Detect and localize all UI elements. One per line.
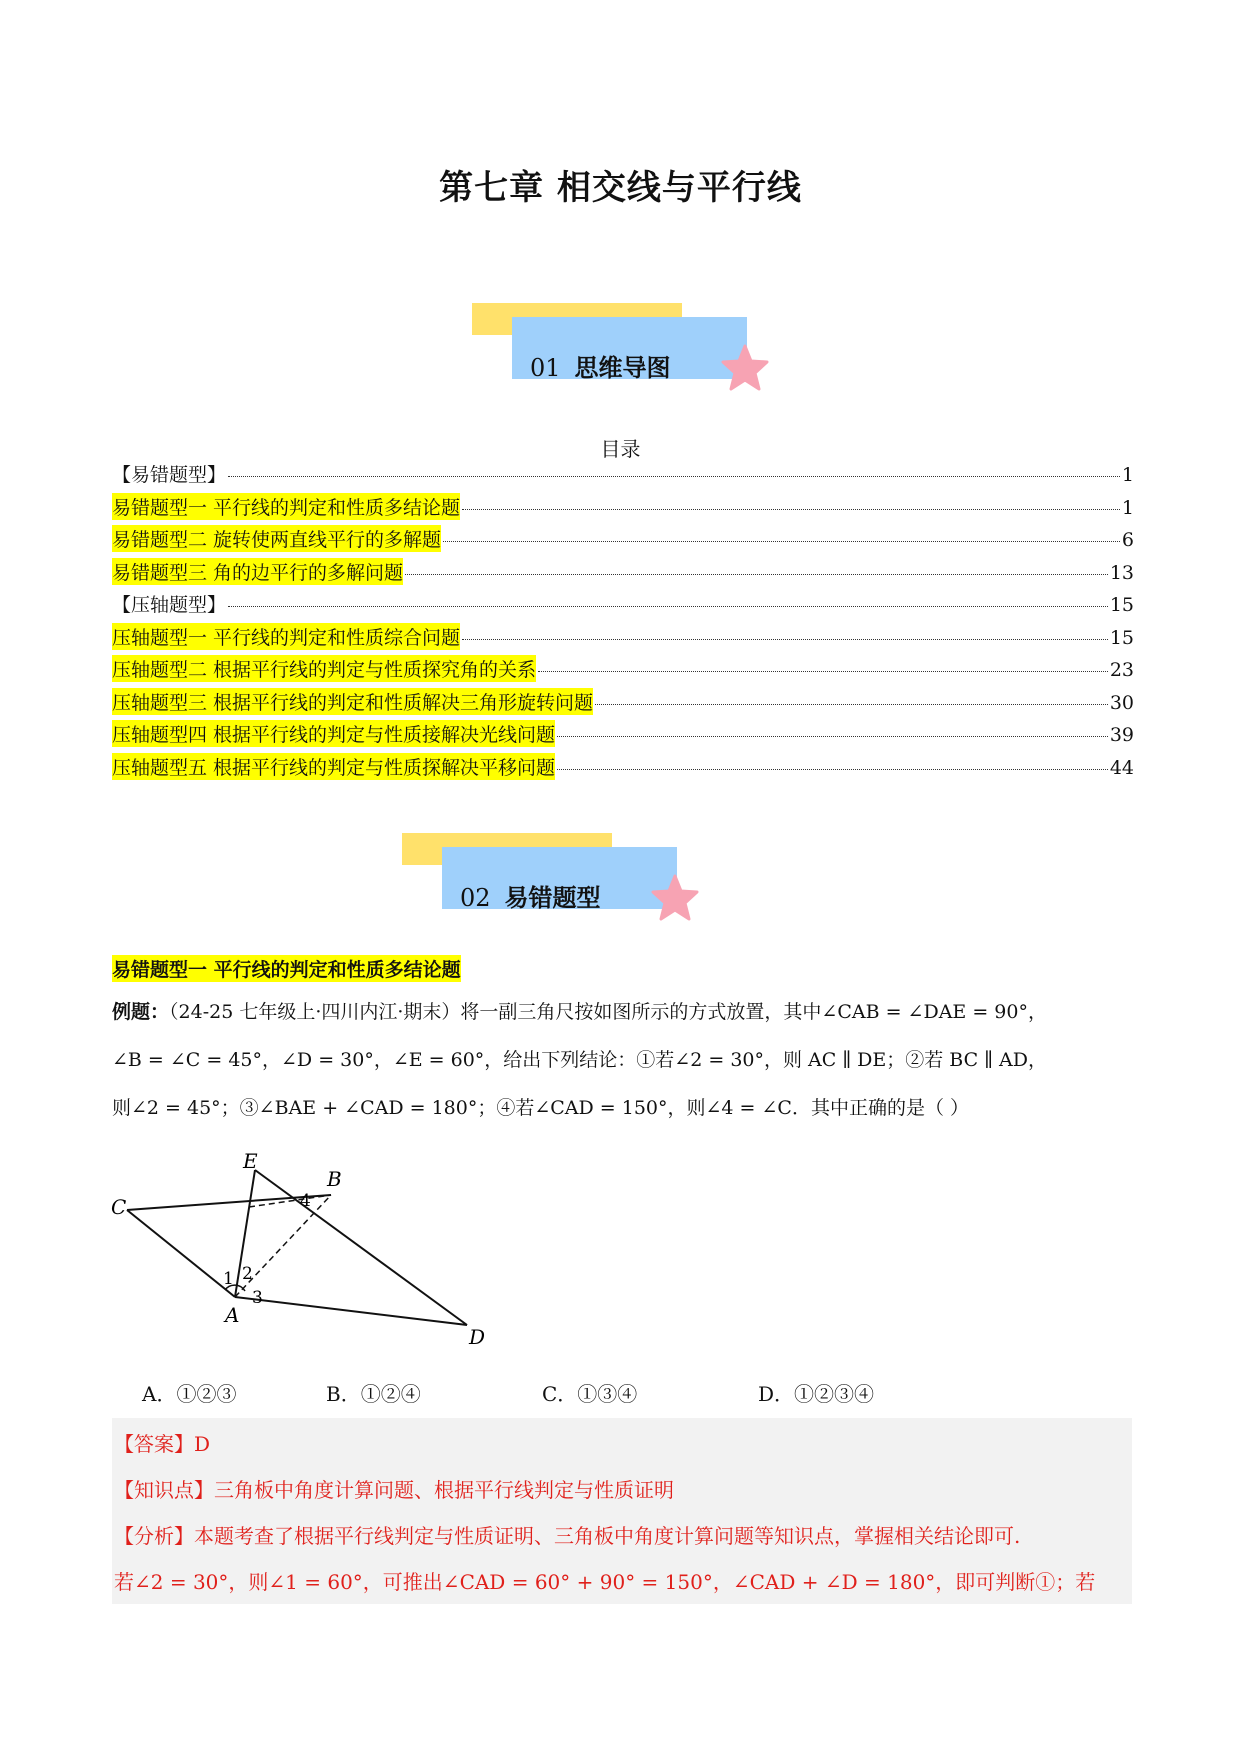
example-label: 例题： xyxy=(112,1001,170,1023)
segment-AD xyxy=(235,1297,467,1325)
toc-item[interactable] xyxy=(112,460,1134,493)
segment-CA xyxy=(127,1210,235,1297)
toc-item-page: 23 xyxy=(1109,659,1134,681)
toc-item-label: 压轴题型四 根据平行线的判定与性质接解决光线问题 xyxy=(112,720,555,747)
toc-item[interactable] xyxy=(112,655,1134,688)
toc-item-page: 39 xyxy=(1109,724,1134,746)
answer-box xyxy=(112,1418,1132,1604)
toc-item-page: 13 xyxy=(1109,561,1134,584)
answer-value: D xyxy=(194,1432,211,1456)
toc-item-label: 易错题型三 角的边平行的多解问题 xyxy=(112,558,403,585)
label-angle-3: 3 xyxy=(252,1288,263,1308)
label-point-B: B xyxy=(327,1167,342,1191)
banner-label: 易错题型 xyxy=(504,884,601,912)
toc-item-page: 15 xyxy=(1109,626,1134,649)
label-point-A: A xyxy=(225,1303,240,1327)
toc-item[interactable] xyxy=(112,558,1134,591)
analysis-value: 本题考查了根据平行线判定与性质证明、三角板中角度计算问题等知识点，掌握相关结论即可. xyxy=(194,1524,1021,1548)
toc-item-page: 6 xyxy=(1121,529,1134,551)
toc-item-label: 压轴题型一 平行线的判定和性质综合问题 xyxy=(112,623,460,650)
knowledge-label: 【知识点】 xyxy=(114,1478,214,1502)
choice-c[interactable]: C．①③④ xyxy=(542,1382,638,1406)
toc-item-label: 压轴题型三 根据平行线的判定和性质解决三角形旋转问题 xyxy=(112,688,593,715)
toc-item-page: 1 xyxy=(1121,464,1134,486)
label-angle-1: 1 xyxy=(223,1269,234,1289)
chapter-title: 第七章 相交线与平行线 xyxy=(439,168,802,208)
label-point-D: D xyxy=(469,1325,486,1349)
example-problem xyxy=(112,988,1132,1132)
toc-item[interactable] xyxy=(112,753,1134,786)
toc-item-page: 1 xyxy=(1121,496,1134,519)
toc-item[interactable] xyxy=(112,623,1134,656)
analysis-label: 【分析】 xyxy=(114,1524,194,1548)
toc-item-label: 易错题型二 旋转使两直线平行的多解题 xyxy=(112,525,441,552)
banner-number: 01 xyxy=(530,354,561,382)
choice-b[interactable]: B．①②④ xyxy=(326,1382,421,1406)
star-icon xyxy=(720,343,770,393)
toc-item-page: 15 xyxy=(1109,594,1134,616)
toc-item-label: 压轴题型二 根据平行线的判定与性质探究角的关系 xyxy=(112,655,536,682)
label-angle-4: 4 xyxy=(300,1191,311,1211)
banner-number: 02 xyxy=(460,884,491,912)
section-banner-error-prone xyxy=(402,833,722,943)
section-heading: 易错题型一 平行线的判定和性质多结论题 xyxy=(112,955,461,982)
toc-item-label: 压轴题型五 根据平行线的判定与性质探解决平移问题 xyxy=(112,753,555,780)
toc-item-page: 30 xyxy=(1109,691,1134,714)
toc-item[interactable] xyxy=(112,525,1134,558)
toc-item[interactable] xyxy=(112,493,1134,526)
table-of-contents xyxy=(112,460,1134,785)
segment-ED xyxy=(255,1170,467,1325)
toc-item-label: 【压轴题型】 xyxy=(112,594,227,616)
answer-label: 【答案】 xyxy=(114,1432,194,1456)
section-banner-mindmap xyxy=(472,303,792,413)
triangle-rulers-figure xyxy=(105,1150,505,1350)
example-line-3: 则∠2 = 45°；③∠BAE + ∠CAD = 180°；④若∠CAD = 150°，则∠4 = ∠C．其中正确的是（ ） xyxy=(112,1097,970,1119)
toc-item-label: 易错题型一 平行线的判定和性质多结论题 xyxy=(112,493,460,520)
toc-item[interactable] xyxy=(112,720,1134,753)
analysis-line-2: 若∠2 = 30°，则∠1 = 60°，可推出∠CAD = 60° + 90° = 150°，∠CAD + ∠D = 180°，即可判断①；若 xyxy=(114,1570,1096,1594)
example-line-1: （24-25 七年级上·四川内江·期末）将一副三角尺按如图所示的方式放置，其中∠CAB = ∠DAE = 90°， xyxy=(169,1001,1047,1023)
choice-a[interactable]: A．①②③ xyxy=(142,1382,237,1406)
toc-item-label: 【易错题型】 xyxy=(112,464,227,486)
example-line-2: ∠B = ∠C = 45°，∠D = 30°，∠E = 60°，给出下列结论：①若∠2 = 30°，则 AC ∥ DE；②若 BC ∥ AD， xyxy=(112,1049,1047,1071)
star-icon xyxy=(650,873,700,923)
knowledge-value: 三角板中角度计算问题、根据平行线判定与性质证明 xyxy=(214,1478,674,1502)
toc-title: 目录 xyxy=(600,437,641,461)
label-point-E: E xyxy=(243,1150,258,1173)
banner-label: 思维导图 xyxy=(574,354,671,382)
choice-d[interactable]: D．①②③④ xyxy=(758,1382,875,1406)
label-point-C: C xyxy=(111,1195,127,1219)
toc-item-page: 44 xyxy=(1109,756,1134,779)
toc-item[interactable] xyxy=(112,688,1134,721)
toc-item[interactable] xyxy=(112,590,1134,623)
label-angle-2: 2 xyxy=(242,1264,253,1284)
